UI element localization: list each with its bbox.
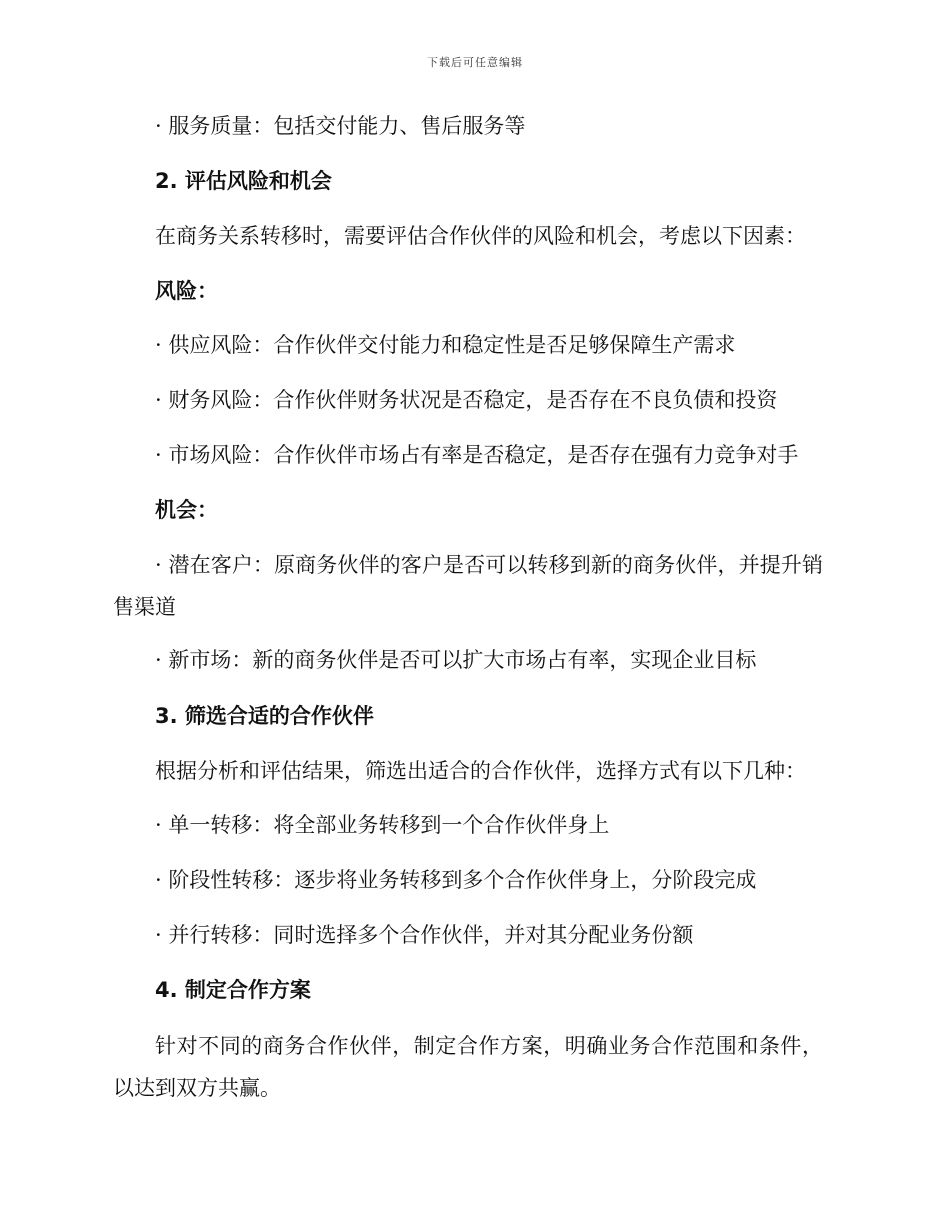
bullet-market-risk: · 市场风险：合作伙伴市场占有率是否稳定，是否存在强有力竞争对手	[155, 443, 799, 467]
bullet-phased-transfer: · 阶段性转移：逐步将业务转移到多个合作伙伴身上，分阶段完成	[155, 868, 757, 892]
section-intro-3: 根据分析和评估结果，筛选出适合的合作伙伴，选择方式有以下几种：	[155, 759, 806, 783]
opportunity-title: 机会：	[155, 498, 218, 522]
section-heading-2: 2. 评估风险和机会	[155, 169, 332, 193]
section-body-4: 针对不同的商务合作伙伴，制定合作方案，明确业务合作范围和条件，以达到双方共赢。	[113, 1034, 823, 1100]
bullet-potential-customers: · 潜在客户：原商务伙伴的客户是否可以转移到新的商务伙伴，并提升销售渠道	[113, 553, 823, 619]
bullet-parallel-transfer: · 并行转移：同时选择多个合作伙伴，并对其分配业务份额	[155, 923, 694, 947]
bullet-service-quality: · 服务质量：包括交付能力、售后服务等	[155, 114, 526, 138]
bullet-new-market: · 新市场：新的商务伙伴是否可以扩大市场占有率，实现企业目标	[155, 648, 757, 672]
bullet-supply-risk: · 供应风险：合作伙伴交付能力和稳定性是否足够保障生产需求	[155, 333, 736, 357]
risk-title: 风险：	[155, 279, 218, 303]
section-intro-2: 在商务关系转移时，需要评估合作伙伴的风险和机会，考虑以下因素：	[155, 224, 806, 248]
page-header: 下载后可任意编辑	[427, 56, 523, 69]
bullet-single-transfer: · 单一转移：将全部业务转移到一个合作伙伴身上	[155, 813, 610, 837]
section-heading-4: 4. 制定合作方案	[155, 978, 311, 1002]
bullet-financial-risk: · 财务风险：合作伙伴财务状况是否稳定，是否存在不良负债和投资	[155, 388, 778, 412]
section-heading-3: 3. 筛选合适的合作伙伴	[155, 704, 374, 728]
